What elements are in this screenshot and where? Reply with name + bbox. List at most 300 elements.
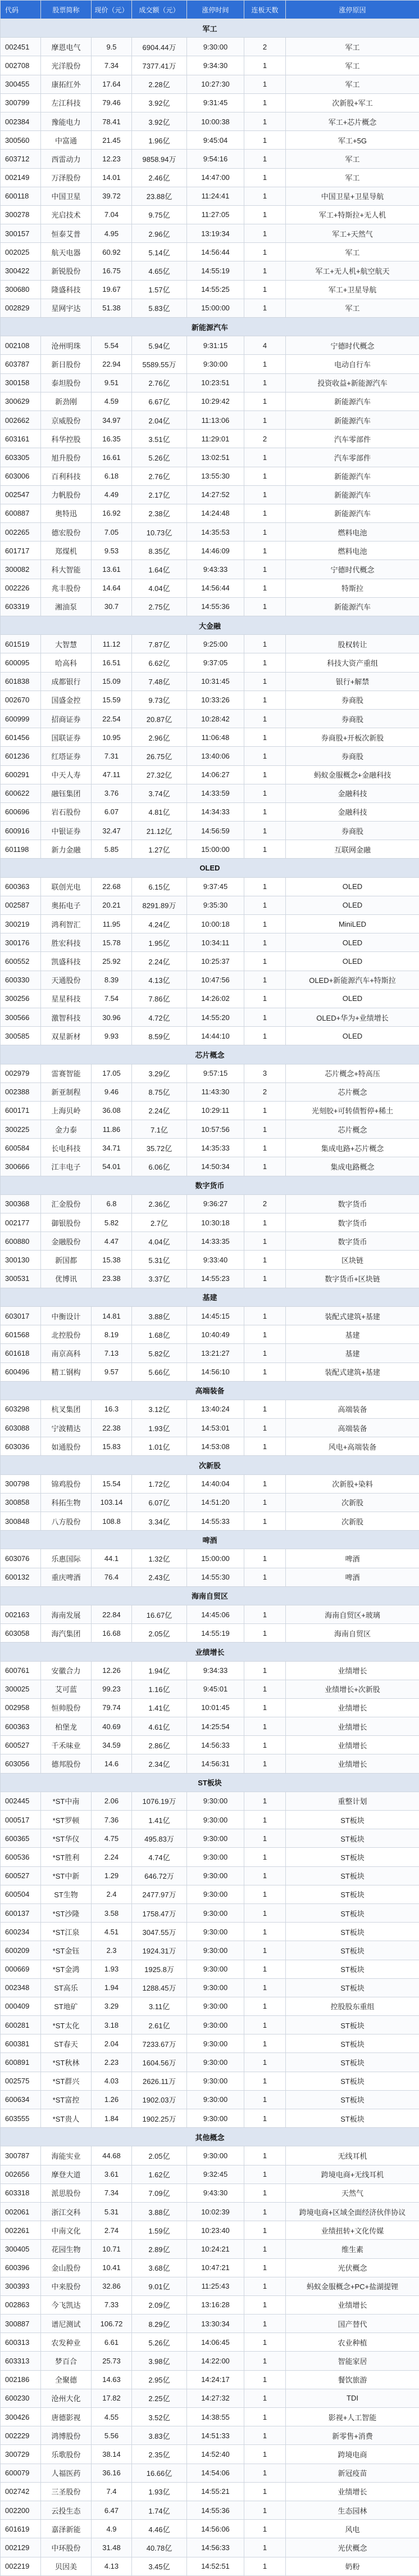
price: 10.71 [92, 2240, 132, 2258]
stock-name: 精工钢构 [41, 1363, 92, 1381]
trade-amount: 8.59亿 [132, 1027, 187, 1045]
limit-up-reason: ST板块 [286, 1903, 419, 1922]
stock-code: 600552 [1, 952, 41, 971]
table-row [1, 2557, 419, 2575]
price: 5.82 [92, 1213, 132, 1232]
limit-up-time: 9:30:00 [187, 2109, 244, 2128]
limit-up-time: 10:25:37 [187, 952, 244, 971]
section-header-row [1, 318, 419, 336]
trade-amount: 5.31亿 [132, 1251, 187, 1269]
price: 14.81 [92, 1306, 132, 1325]
limit-up-time: 15:00:00 [187, 1549, 244, 1568]
consecutive-days: 1 [244, 205, 286, 224]
limit-up-reason: 券商股 [286, 822, 419, 840]
trade-amount: 3.88亿 [132, 2202, 187, 2221]
stock-code: 603056 [1, 1754, 41, 1773]
stock-code: 002958 [1, 1698, 41, 1717]
stock-name: *ST金钰 [41, 1941, 92, 1960]
stock-code: 002219 [1, 2557, 41, 2575]
table-row [1, 784, 419, 802]
consecutive-days: 1 [244, 1512, 286, 1531]
stock-name: 大智慧 [41, 635, 92, 653]
consecutive-days: 1 [244, 2352, 286, 2370]
consecutive-days: 1 [244, 2072, 286, 2090]
table-row [1, 747, 419, 765]
trade-amount: 646.72万 [132, 1866, 187, 1885]
table-row [1, 2109, 419, 2128]
table-row [1, 1866, 419, 1885]
table-body [1, 19, 419, 2576]
limit-up-time: 14:26:02 [187, 989, 244, 1008]
table-row [1, 504, 419, 522]
stock-code: 600230 [1, 2389, 41, 2407]
limit-up-reason: TDI [286, 2389, 419, 2407]
limit-up-time: 9:33:40 [187, 1251, 244, 1269]
stock-code: 300130 [1, 1251, 41, 1269]
limit-up-time: 10:30:18 [187, 1213, 244, 1232]
limit-up-time: 9:30:00 [187, 2072, 244, 2090]
section-header-row [1, 1773, 419, 1792]
trade-amount: 1.68亿 [132, 1325, 187, 1344]
limit-up-time: 10:34:11 [187, 933, 244, 952]
table-row [1, 448, 419, 467]
limit-up-reason: 餐饮旅游 [286, 2370, 419, 2389]
consecutive-days: 1 [244, 1866, 286, 1885]
limit-up-reason: 奶粉 [286, 2557, 419, 2575]
stock-name: 科大智能 [41, 560, 92, 579]
stock-name: ST春天 [41, 2034, 92, 2053]
trade-amount: 3.37亿 [132, 1269, 187, 1288]
price: 36.08 [92, 1101, 132, 1120]
consecutive-days: 1 [244, 2389, 286, 2407]
stock-name: 天通股份 [41, 971, 92, 989]
price: 54.01 [92, 1157, 132, 1176]
trade-amount: 35.72亿 [132, 1139, 187, 1157]
limit-up-time: 14:35:53 [187, 523, 244, 542]
stock-code: 600365 [1, 1829, 41, 1848]
limit-up-time: 9:30:00 [187, 2146, 244, 2165]
table-row [1, 2146, 419, 2165]
trade-amount: 5.82亿 [132, 1344, 187, 1363]
stock-name: 优博讯 [41, 1269, 92, 1288]
stock-code: 300082 [1, 560, 41, 579]
consecutive-days: 1 [244, 597, 286, 616]
consecutive-days: 1 [244, 1717, 286, 1736]
table-row [1, 1344, 419, 1363]
price: 19.67 [92, 280, 132, 299]
consecutive-days: 1 [244, 75, 286, 93]
price: 40.69 [92, 1717, 132, 1736]
stock-name: 如通股份 [41, 1437, 92, 1456]
consecutive-days: 1 [244, 2370, 286, 2389]
limit-up-reason: 军工+天然气 [286, 224, 419, 243]
stock-name: 新日股份 [41, 355, 92, 373]
consecutive-days: 1 [244, 691, 286, 709]
stock-code: 600396 [1, 2258, 41, 2277]
consecutive-days: 1 [244, 2146, 286, 2165]
stock-code: 603006 [1, 467, 41, 485]
limit-up-time: 14:33:59 [187, 784, 244, 802]
stock-name: 鸿博股份 [41, 2426, 92, 2445]
trade-amount: 1.72亿 [132, 1474, 187, 1493]
stock-code: 002226 [1, 579, 41, 597]
limit-up-time: 14:56:44 [187, 579, 244, 597]
trade-amount: 2.17亿 [132, 485, 187, 504]
table-row [1, 2352, 419, 2370]
stock-code: 002061 [1, 2202, 41, 2221]
stock-code: 600363 [1, 1717, 41, 1736]
section-title: 其他概念 [1, 2128, 419, 2146]
table-row [1, 952, 419, 971]
stock-code: 002177 [1, 1213, 41, 1232]
consecutive-days: 1 [244, 299, 286, 317]
consecutive-days: 1 [244, 1232, 286, 1251]
trade-amount: 4.24亿 [132, 915, 187, 933]
limit-up-time: 10:47:21 [187, 2258, 244, 2277]
limit-up-reason: 军工 [286, 168, 419, 187]
table-row [1, 2240, 419, 2258]
section-header-row [1, 1643, 419, 1661]
stock-name: 新国都 [41, 1251, 92, 1269]
stock-code: 300729 [1, 2445, 41, 2464]
table-row [1, 392, 419, 410]
stock-code: 601456 [1, 728, 41, 747]
consecutive-days: 1 [244, 1923, 286, 1941]
price: 16.35 [92, 430, 132, 448]
trade-amount: 8291.89万 [132, 896, 187, 914]
table-row [1, 2426, 419, 2445]
limit-up-time: 9:30:00 [187, 2090, 244, 2109]
stock-code: 300799 [1, 93, 41, 112]
limit-up-reason: OLED [286, 952, 419, 971]
table-row [1, 1941, 419, 1960]
price: 79.74 [92, 1698, 132, 1717]
stock-code: 601619 [1, 2520, 41, 2538]
stock-code: 002163 [1, 1605, 41, 1623]
stock-code: 000517 [1, 1811, 41, 1829]
consecutive-days: 1 [244, 1344, 286, 1363]
table-row [1, 1400, 419, 1418]
section-title: 次新股 [1, 1456, 419, 1474]
price: 11.95 [92, 915, 132, 933]
stock-code: 300422 [1, 261, 41, 280]
consecutive-days: 1 [244, 131, 286, 150]
stock-code: 002863 [1, 2295, 41, 2314]
limit-up-time: 9:30:00 [187, 1829, 244, 1848]
stock-code: 000669 [1, 1960, 41, 1978]
consecutive-days: 1 [244, 1363, 286, 1381]
table-row [1, 1960, 419, 1978]
limit-up-reason: 光刻胶+可转债暂停+稀土 [286, 1101, 419, 1120]
stock-code: 002662 [1, 410, 41, 429]
stock-name: 湘油泵 [41, 597, 92, 616]
section-title: 数字货币 [1, 1176, 419, 1194]
price: 4.03 [92, 2072, 132, 2090]
trade-amount: 2.24亿 [132, 952, 187, 971]
trade-amount: 1.93亿 [132, 2482, 187, 2501]
trade-amount: 2.35亿 [132, 2445, 187, 2464]
price: 9.5 [92, 38, 132, 56]
table-row [1, 299, 419, 317]
consecutive-days: 1 [244, 971, 286, 989]
stock-code: 002261 [1, 2221, 41, 2240]
limit-up-reason: 军工 [286, 299, 419, 317]
limit-up-time: 14:55:33 [187, 1512, 244, 1531]
consecutive-days: 1 [244, 224, 286, 243]
price: 5.54 [92, 336, 132, 355]
price: 3.61 [92, 2165, 132, 2183]
table-row [1, 523, 419, 542]
section-header-row [1, 616, 419, 635]
stock-code: 601519 [1, 635, 41, 653]
trade-amount: 9.75亿 [132, 205, 187, 224]
limit-up-time: 14:56:10 [187, 1363, 244, 1381]
trade-amount: 1288.45万 [132, 1978, 187, 1997]
stock-name: 海汽集团 [41, 1624, 92, 1643]
trade-amount: 2.09亿 [132, 2295, 187, 2314]
stock-name: 联创光电 [41, 877, 92, 896]
stock-code: 600363 [1, 877, 41, 896]
consecutive-days: 1 [244, 1829, 286, 1848]
table-row [1, 1885, 419, 1903]
stock-name: 金山股份 [41, 2258, 92, 2277]
limit-up-reason: ST板块 [286, 2034, 419, 2053]
price: 4.13 [92, 2557, 132, 2575]
limit-up-reason: 新能源汽车 [286, 467, 419, 485]
stock-name: ST高乐 [41, 1978, 92, 1997]
limit-up-reason: ST板块 [286, 1848, 419, 1866]
consecutive-days: 1 [244, 1978, 286, 1997]
stock-name: *ST江泉 [41, 1923, 92, 1941]
table-row [1, 877, 419, 896]
stock-name: *ST群兴 [41, 2072, 92, 2090]
stock-name: 乐惠国际 [41, 1549, 92, 1568]
trade-amount: 7.48亿 [132, 672, 187, 691]
stock-name: 艾可蓝 [41, 1680, 92, 1698]
trade-amount: 2.86亿 [132, 1736, 187, 1754]
limit-up-time: 13:40:24 [187, 1400, 244, 1418]
trade-amount: 1.94亿 [132, 1661, 187, 1680]
stock-name: 旭升股份 [41, 448, 92, 467]
stock-code: 002265 [1, 523, 41, 542]
table-row [1, 131, 419, 150]
limit-up-reason: 新零售+消费 [286, 2426, 419, 2445]
table-row [1, 355, 419, 373]
stock-name: 京威股份 [41, 410, 92, 429]
table-row [1, 1792, 419, 1810]
table-row [1, 635, 419, 653]
price: 4.47 [92, 1232, 132, 1251]
table-row [1, 168, 419, 187]
stock-name: 星网宇达 [41, 299, 92, 317]
price: 10.95 [92, 728, 132, 747]
trade-amount: 2.96亿 [132, 728, 187, 747]
trade-amount: 4.72亿 [132, 1008, 187, 1026]
limit-up-reason: 装配式建筑+基建 [286, 1363, 419, 1381]
limit-up-time: 9:30:00 [187, 1848, 244, 1866]
trade-amount: 5.83亿 [132, 299, 187, 317]
trade-amount: 5.26亿 [132, 2333, 187, 2352]
price: 51.38 [92, 299, 132, 317]
limit-up-time: 10:02:39 [187, 2202, 244, 2221]
consecutive-days: 1 [244, 877, 286, 896]
limit-up-reason: 集成电路概念 [286, 1157, 419, 1176]
stock-name: 乐歌股份 [41, 2445, 92, 2464]
stock-code: 002708 [1, 56, 41, 75]
limit-up-reason: 次新股+军工 [286, 93, 419, 112]
stock-name: *ST华仪 [41, 1829, 92, 1848]
limit-up-time: 9:30:00 [187, 2016, 244, 2034]
limit-up-reason: 燃料电池 [286, 542, 419, 560]
table-row [1, 1736, 419, 1754]
price: 25.92 [92, 952, 132, 971]
consecutive-days: 1 [244, 1269, 286, 1288]
stock-code: 002445 [1, 1792, 41, 1810]
limit-up-reason: ST板块 [286, 2109, 419, 2128]
limit-up-time: 9:32:45 [187, 2165, 244, 2183]
stock-name: 岩石股份 [41, 802, 92, 821]
limit-up-reason: 影视+人工智能 [286, 2408, 419, 2426]
stock-name: 今飞凯达 [41, 2295, 92, 2314]
table-row [1, 1232, 419, 1251]
limit-up-reason: ST板块 [286, 2016, 419, 2034]
limit-up-time: 14:06:45 [187, 2333, 244, 2352]
consecutive-days: 1 [244, 168, 286, 187]
stock-name: 贝因美 [41, 2557, 92, 2575]
limit-up-time: 10:31:45 [187, 672, 244, 691]
trade-amount: 3.52亿 [132, 2408, 187, 2426]
stock-name: 新劲刚 [41, 392, 92, 410]
stock-code: 603305 [1, 448, 41, 467]
table-row [1, 1661, 419, 1680]
limit-up-time: 10:29:42 [187, 392, 244, 410]
section-header-row [1, 19, 419, 38]
trade-amount: 16.66亿 [132, 2464, 187, 2482]
trade-amount: 4.04亿 [132, 1232, 187, 1251]
consecutive-days: 1 [244, 822, 286, 840]
limit-up-reason: 券商股 [286, 747, 419, 765]
trade-amount: 5589.55万 [132, 355, 187, 373]
limit-up-reason: 业绩增长 [286, 1754, 419, 1773]
consecutive-days: 1 [244, 1251, 286, 1269]
stock-code: 601838 [1, 672, 41, 691]
limit-up-time: 14:56:33 [187, 1736, 244, 1754]
section-header-row [1, 1045, 419, 1064]
limit-up-reason: 国产替代 [286, 2315, 419, 2333]
consecutive-days: 1 [244, 2501, 286, 2519]
limit-up-time: 14:45:15 [187, 1306, 244, 1325]
table-row [1, 1568, 419, 1586]
limit-up-time: 15:00:00 [187, 840, 244, 859]
price: 44.1 [92, 1549, 132, 1568]
limit-up-reason: 军工+卫星导航 [286, 280, 419, 299]
trade-amount: 27.32亿 [132, 765, 187, 784]
table-row [1, 373, 419, 392]
consecutive-days: 1 [244, 1213, 286, 1232]
price: 31.48 [92, 2538, 132, 2557]
table-row [1, 261, 419, 280]
table-row [1, 485, 419, 504]
stock-name: 中天人寿 [41, 765, 92, 784]
stock-name: 力帆股份 [41, 485, 92, 504]
stock-name: 星星科技 [41, 989, 92, 1008]
stock-code: 300848 [1, 1512, 41, 1531]
consecutive-days: 1 [244, 2333, 286, 2352]
stock-name: 杭叉集团 [41, 1400, 92, 1418]
table-row [1, 579, 419, 597]
limit-up-reason: 金融科技 [286, 784, 419, 802]
stock-name: 唐德影视 [41, 2408, 92, 2426]
header-consecutive-days: 连板天数 [244, 1, 286, 19]
stock-name: 兆丰股份 [41, 579, 92, 597]
table-row [1, 2520, 419, 2538]
table-row [1, 2482, 419, 2501]
trade-amount: 2.75亿 [132, 597, 187, 616]
trade-amount: 2477.97万 [132, 1885, 187, 1903]
trade-amount: 2.04亿 [132, 410, 187, 429]
limit-up-reason: 新能源汽车 [286, 597, 419, 616]
stock-name: 恒帅股份 [41, 1698, 92, 1717]
stock-name: 花园生物 [41, 2240, 92, 2258]
trade-amount: 9.01亿 [132, 2277, 187, 2295]
table-row [1, 1101, 419, 1120]
consecutive-days: 1 [244, 93, 286, 112]
consecutive-days: 1 [244, 1400, 286, 1418]
table-row [1, 75, 419, 93]
limit-up-reason: 风电+高端装备 [286, 1437, 419, 1456]
section-header-row [1, 1586, 419, 1605]
price: 7.04 [92, 205, 132, 224]
table-row [1, 971, 419, 989]
limit-up-time: 14:40:04 [187, 1474, 244, 1493]
limit-up-reason: ST板块 [286, 1829, 419, 1848]
limit-up-time: 9:31:15 [187, 336, 244, 355]
trade-amount: 1.41亿 [132, 1811, 187, 1829]
stock-name: 科华控股 [41, 430, 92, 448]
stock-code: 002979 [1, 1064, 41, 1082]
limit-up-reason: 券商股+开板次新股 [286, 728, 419, 747]
price: 23.38 [92, 1269, 132, 1288]
consecutive-days: 1 [244, 187, 286, 205]
table-row [1, 802, 419, 821]
limit-up-reason: 军工 [286, 38, 419, 56]
price: 6.47 [92, 2501, 132, 2519]
trade-amount: 1604.56万 [132, 2053, 187, 2072]
price: 11.86 [92, 1120, 132, 1139]
stock-name: 康拓红外 [41, 75, 92, 93]
limit-up-time: 10:24:21 [187, 2240, 244, 2258]
limit-up-reason: ST板块 [286, 1811, 419, 1829]
consecutive-days: 3 [244, 1064, 286, 1082]
stock-code: 601568 [1, 1325, 41, 1344]
stock-code: 600622 [1, 784, 41, 802]
section-title: 大金融 [1, 616, 419, 635]
price: 13.61 [92, 560, 132, 579]
consecutive-days: 1 [244, 1997, 286, 2015]
trade-amount: 2.96亿 [132, 224, 187, 243]
stock-code: 300393 [1, 2277, 41, 2295]
table-row [1, 56, 419, 75]
table-row [1, 38, 419, 56]
limit-up-time: 10:01:45 [187, 1698, 244, 1717]
stock-name: *ST太化 [41, 2016, 92, 2034]
limit-up-time: 9:30:00 [187, 1923, 244, 1941]
stock-name: 成都银行 [41, 672, 92, 691]
table-row [1, 243, 419, 261]
consecutive-days: 1 [244, 1754, 286, 1773]
price: 4.49 [92, 485, 132, 504]
consecutive-days: 1 [244, 1792, 286, 1810]
